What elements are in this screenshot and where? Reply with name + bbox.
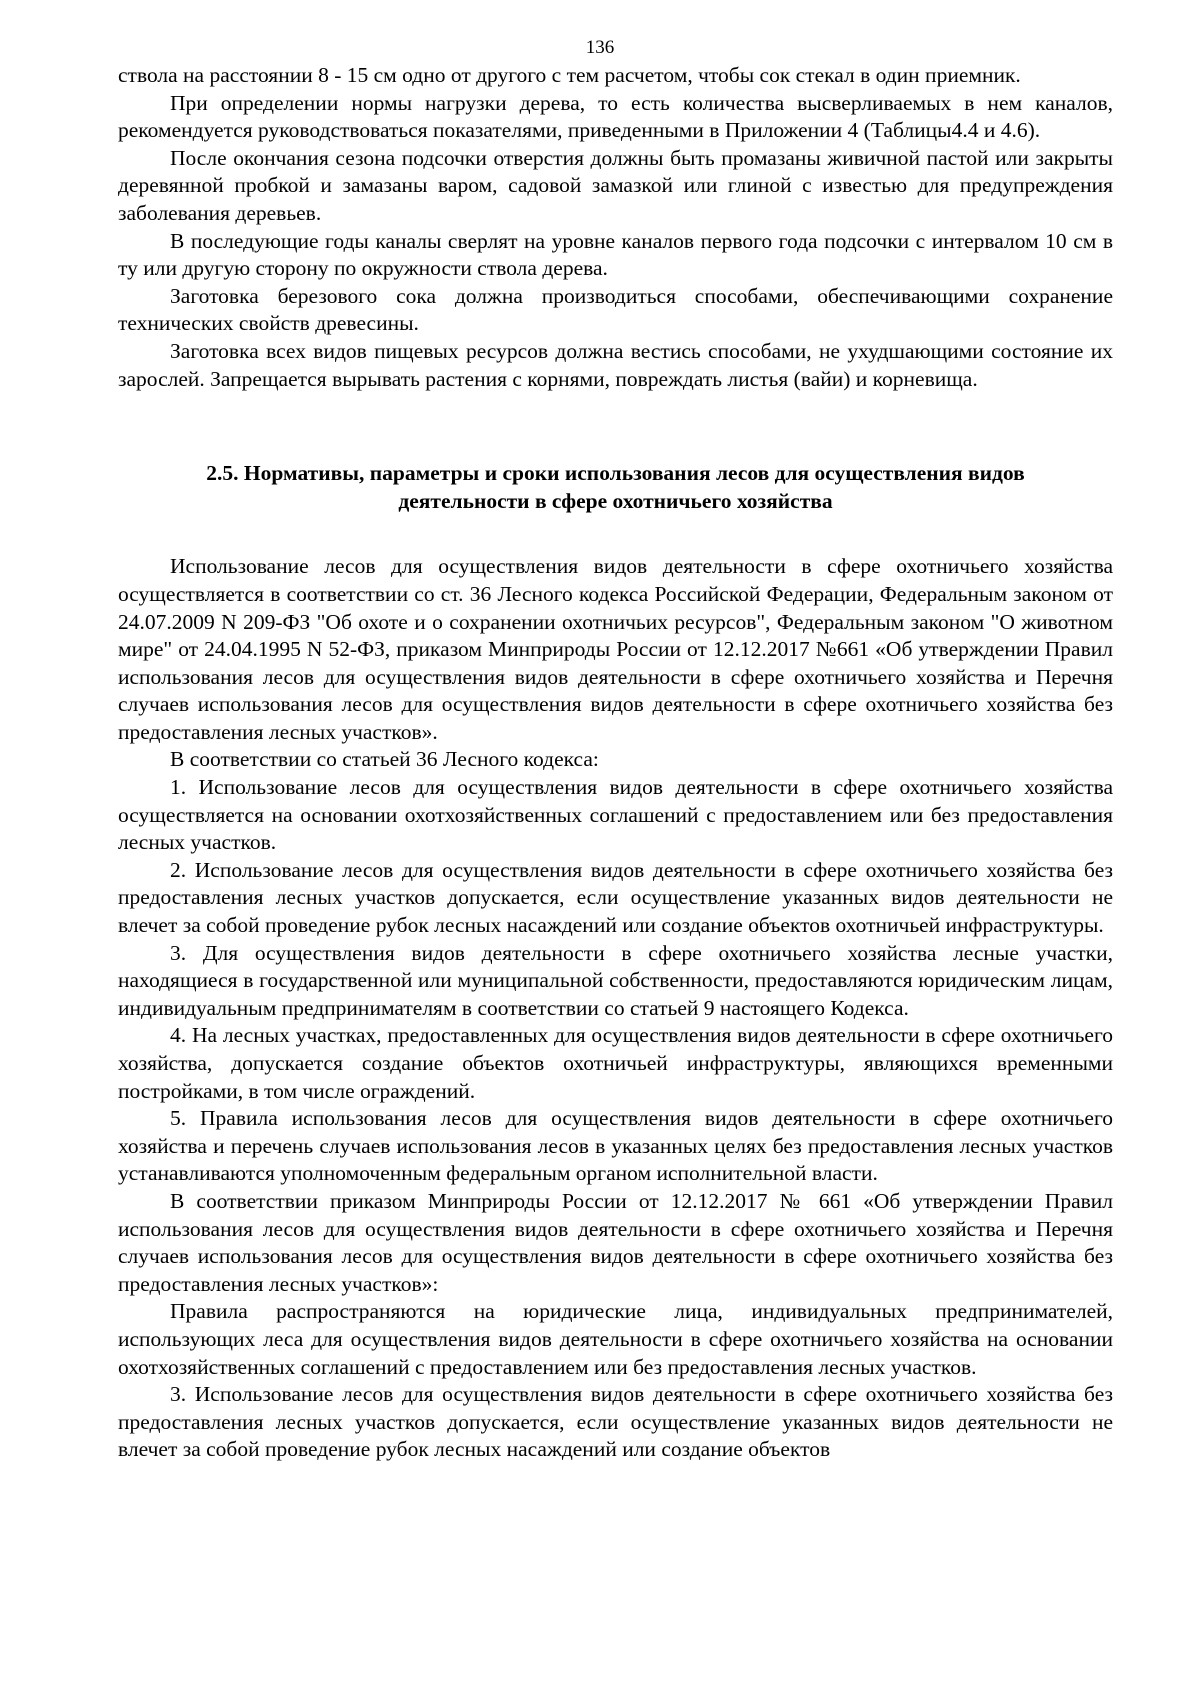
paragraph: Заготовка всех видов пищевых ресурсов должна вестись способами, не ухудшающими состояние их зарослей. Запрещается вырывать растения с корнями, повреждать листья (вайи) и корневища. xyxy=(118,338,1113,391)
paragraph: Правила распространяются на юридические лица, индивидуальных предпринимателей, использующих леса для осуществления видов деятельности в сфере охотничьего хозяйства на основании охотхозяйственных соглашений с предоставлением или без предоставления лесных участков. xyxy=(118,1299,1113,1379)
paragraph: Заготовка березового сока должна производиться способами, обеспечивающими сохранение технических свойств древесины. xyxy=(118,283,1113,336)
spacer xyxy=(118,515,1113,553)
list-item: 2. Использование лесов для осуществления видов деятельности в сфере охотничьего хозяйства без предоставления лесных участков допускается, если осуществление указанных видов деятельности не влечет за собой проведение рубок лесных насаждений или создание объектов охотничьей инфраструктуры. xyxy=(118,857,1113,938)
list-item: 3. Использование лесов для осуществления видов деятельности в сфере охотничьего хозяйства без предоставления лесных участков допускается, если осуществление указанных видов деятельности не влечет за собой проведение рубок лесных насаждений или создание объектов xyxy=(118,1382,1113,1462)
list-item: 5. Правила использования лесов для осуществления видов деятельности в сфере охотничьего хозяйства и перечень случаев использования лесов в указанных целях без предоставления лесных участков устанавливаются уполномоченным федеральным органом исполнительной власти. xyxy=(118,1106,1113,1186)
list-item: 3. Для осуществления видов деятельности в сфере охотничьего хозяйства лесные участки, находящиеся в государственной или муниципальной собственности, предоставляются юридическим лицам, индивидуальным предпринимателям в соответствии со статьей 9 настоящего Кодекса. xyxy=(118,940,1113,1020)
page-content xyxy=(118,62,1113,1464)
paragraph: В соответствии со статьей 36 Лесного кодекса: xyxy=(170,747,599,772)
section-heading-text: 2.5. Нормативы, параметры и сроки использования лесов для осуществления видов деятельности в сфере охотничьего хозяйства xyxy=(206,461,1025,513)
paragraph: Использование лесов для осуществления видов деятельности в сфере охотничьего хозяйства осуществляется в соответствии со ст. 36 Лесного кодекса Российской Федерации, Федеральным законом от 24.07.2009 N 209-ФЗ "Об охоте и о сохранении охотничьих ресурсов", Федеральным законом "О животном мире" от 24.04.1995 N 52-ФЗ, приказом Минприроды России от 12.12.2017 №661 «Об утверждении Правил использования лесов для осуществления видов деятельности в сфере охотничьего хозяйства и Перечня случаев использования лесов для осуществления видов деятельности в сфере охотничьего хозяйства без предоставления лесных участков». xyxy=(118,554,1113,744)
list-item: 1. Использование лесов для осуществления видов деятельности в сфере охотничьего хозяйства осуществляется на основании охотхозяйственных соглашений с предоставлением или без предоставления лесных участков. xyxy=(118,775,1113,855)
page-number: 136 xyxy=(585,37,615,58)
list-item: 4. На лесных участках, предоставленных для осуществления видов деятельности в сфере охотничьего хозяйства, допускается создание объектов охотничьей инфраструктуры, являющихся временными постройками, в том числе ограждений. xyxy=(118,1023,1113,1103)
paragraph: В последующие годы каналы сверлят на уровне каналов первого года подсочки с интервалом 10 см в ту или другую сторону по окружности ствола дерева. xyxy=(118,228,1113,281)
paragraph: При определении нормы нагрузки дерева, то есть количества высверливаемых в нем каналов, рекомендуется руководствоваться показателями, приведенными в Приложении 4 (Таблицы4.4 и 4.6). xyxy=(118,90,1113,143)
section-heading xyxy=(118,460,1113,515)
paragraph: После окончания сезона подсочки отверстия должны быть промазаны живичной пастой или закрыты деревянной пробкой и замазаны варом, садовой замазкой или глиной с известью для предупреждения заболевания деревьев. xyxy=(118,145,1113,225)
spacer xyxy=(118,393,1113,460)
paragraph: В соответствии приказом Минприроды России от 12.12.2017 № 661 «Об утверждении Правил использования лесов для осуществления видов деятельности в сфере охотничьего хозяйства и Перечня случаев использования лесов для осуществления видов деятельности в сфере охотничьего хозяйства без предоставления лесных участков»: xyxy=(118,1188,1113,1296)
paragraph-continuation: ствола на расстоянии 8 - 15 см одно от другого с тем расчетом, чтобы сок стекал в один приемник. xyxy=(118,63,1021,87)
